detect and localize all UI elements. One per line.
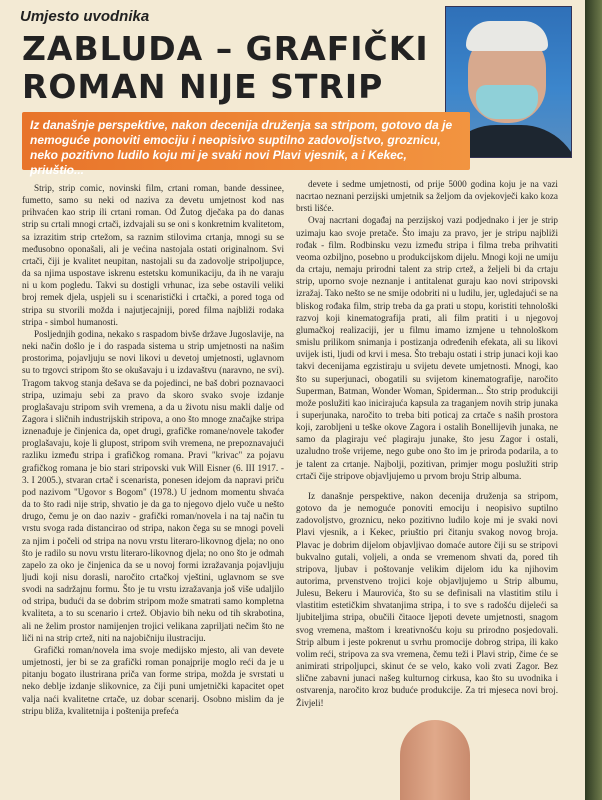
left-column: [22, 182, 284, 717]
photo-hair: [466, 21, 548, 51]
left-paragraph-1: Strip, strip comic, novinski film, crtani roman, bande dessinee, fumetto, samo su neki od naziva za devetu umjetnost kod nas prihvaćen kao strip ili crtani roman. Od Žutog dječaka pa do danas strip su crtali mnogi crtači, izdvajali su se oni s konkretnim kvalitetom, sa izrazitim strip crtežom, sa raznim stilovima crtanja, mnogi su se međusobno oponašali, ali je većina nastojala ostati originalnom. Svi crtači, čiji je kvalitet neupitan, nastojali su da zadovolje stripoljupce, da sa njima uspostave iskrenu estetsku komunikaciju, da ih ne varaju ni u kom pogledu. Takvi su dostigli vrhunac, iza sebe ostavili veliki broj remek djela, uspjeli su i scenaristički i crtački, a pored toga od stripa su stvorili možda i najutjecajniji, pored filma najbliži rodaka stripa - simbol humanosti.: [22, 183, 284, 327]
lead-banner: [22, 112, 470, 177]
right-column: [296, 178, 558, 709]
left-paragraph-3: Grafički roman/novela ima svoje medijsko mjesto, ali van devete umjetnosti, jer bi se za grafički roman ponajprije moglo reći da je u pitanju bogato ilustrirana priča van forme stripa, možda je svrstati u neko deblje izdanje slikovnice, za čiji puni umjetnički kapacitet opet valja naći kvalitetne crtače, uz dobar scenarij. Osobno mislim da je stripu bliža, kvalitetnija i poštenija prefeća: [22, 644, 284, 716]
headline-line-2: ROMAN NIJE STRIP: [22, 67, 384, 106]
lead-text: Iz današnje perspektive, nakon decenija druženja sa stripom, gotovo da je nemoguće ponoviti emociju i neopisivo suptilno zadovoljstvo, groznicu, neko pozitivno ludilo koju mi je svaki novi Plavi vjesnik, a i Kekec, priuštio...: [30, 118, 453, 177]
photo-face-mask: [476, 85, 538, 119]
headline: [22, 30, 442, 106]
right-paragraph-3: Iz današnje perspektive, nakon decenija druženja sa stripom, gotovo da je nemoguće ponoviti emociju i neopisivo suptilno zadovoljstvo, groznicu, neko pozitivno ludilo koje mi je svaki novi Plavi vjesnik, a i Kekec, priuštio pri čitanju svakog novog broja. Plavac je dobrim dijelom objavljivao domaće autore čiji su se stripovi bukvalno gutali, voljeli, a onda se vremenom shvati da, pored tih stripova, ljubav i poštovanje velikim dijelom idu ka njihovim autorima, prvenstveno trojici koje objavljujemo u Strip albumu, Julesu, Bekeru i Maurovića, što su se definisali na vlastitim stilu i vlastitim estetičkim shvatanjima stripa, i to sve s radošću dijeleći sa ljubiteljima stripa, obučili čitaoce ljepoti devete umjetnosti, snagom svog vremena, maštom i kreativnošću koju su prirodno posjedovali. Strip album i jeste pokrenut u svrhu promocije dobrog stripa, ili kako volim reći, stripova za sva vremena, čemu teži i Plavi strip, čime će se animirati stripoljupci, skinut će se velo, kako voli zvati Zagor. Bez slične zabavni junaci našeg kulturnog cirkusa, kao što su uvodnika i ostvarenja, naročito kroz buduće produkcije. Za tri mjeseca novi broj. Živjeli!: [296, 490, 558, 708]
right-paragraph-1: devete i sedme umjetnosti, od prije 5000 godina koju je na vazi nacrtao neznani perzijski umjetnik sa željom da ovjekovječi kako koza brsti lišće.: [296, 179, 558, 214]
left-paragraph-2: Posljednjih godina, nekako s raspadom bivše države Jugoslavije, na neki način došlo je i do raspada sistema u strip umjetnosti na našim prostorima, pojavljuju se novi likovi u devetoj umjetnosti, uglavnom su to trgovci stripom što se okušavaju i u izdavaštvu (naravno, ne svi). Tragom takvog stanja dešava se da pojedinci, ne baš dobri poznavaoci stripa, uzimaju sebi za pravo da skoro svako svoje izdanje proglašavaju stripom svih vremena, a da u životu nisu makli dalje od Zagora i sličnih industrijskih stripova, a ono što mnoge značajke stripa iznenađuje je činjenica da, opet drugi, grafičke romane/novele također proglašavaju, koje li glupost, stripom svih vremena, ne prepoznavajući razliku između stripa i grafičkog romana. Pravi "krivac" za pojavu grafičkog romana je bio stari stripovski vuk Will Eisner (6. III 1917. - 3. I 2005.), stvaran crtač i scenarista, ponesen idejom da napravi priču pod nazivom "Ugovor s Bogom" (1978.) U jednom momentu shvaća da to što radi nije strip, shvatio je da ga to njegovo djelo vuče u nešto drugo, čemu je on dao naziv - grafički roman/novela i na taj način tu vrstu svoga rada distancirao od stripa, nakon čega su se mnogi povelі za njim i počeli od stripa na novu vrstu literaro-likovnog djela; no ono što je radilo su novu vrstu literaro-likovnog djela; no ono što je odmah zapelo za oko je činjenica da se u novoj formi izražavanja pojavljuju ljudi koji nisu dorasli, naročito crtačkoj vještini, uglavnom se sve svodi na sadržajnu formu. Što je tu vrstu izražavanja još više udaljilo od stripa, budući da se dobrim stripom može smatrati samo kompletna kvaliteta, a to su scenario i crtež. Objavio bih neku od tih skrabotina, ali ne želim prostor namijenjen trojici velikana zapriljati nečim što ne liči ni na strip crtež, niti na najobičniju ilustraciju.: [22, 328, 284, 643]
page-edge: [585, 0, 602, 800]
finger-occlusion: [400, 720, 470, 800]
right-paragraph-2: Ovaj nacrtani događaj na perzijskoj vazi podjednako i jer je strip uzimaju kao svoje pretače. Što imaju za pravo, jer je stripu najbliži rođak - film. Rodbinsku vezu između stripa i filma treba prihvatiti veoma ozbiljno, posebno u produkcijskom dijelu. Mnogi koji ne umiju da crtaju, nemaju prirodni talent za strip crtež, a željeli bi da crtaju strip, uporno svoje neznanje i antitalenat guraju kao novi stripovski izražaj. Tako nešto se ne smije odobriti ni u ludilu, jer, uglеdajući se na bliskog rođaka film, strip treba da ga prati u stopu, koristiti tehnološki razvoj koji kinematografija prati, ali film pratiti i u njegovoj glumačkoj realizaciji, jer u filmu imamo izmjene u tehnološkom smislu prilikom snimanja i postizanja određenih efekata, ali su likovi uvijek isti, ljudi od krvi i mesa. Što trebaju ostati i strip junaci koji kao takvi decenijama egzistiraju u svijetu devete umjetnosti. Mnogi, kao što su superjunaci, obogatili su svijetom kinematografije, naročito Superman, Batman, Wonder Woman, Spiderman... Što strip produkciji može poslužiti kao inicirajuća kapsula za traganjem novih strip junaka i superjunaka, naročito to treba biti poticaj za crtače s naših prostora koji, zarobljeni u teške okove Zagora i ostalih Bonellijevih junaka, ne samo da plagiraju već plagiraju junake, što jesu Zagor i ostali, uzaludno troše vrijeme, nego gube ono što im je priroda podarila, a to je talent za crtanje. Najbolji, pozitivan, primjer mogu poslužiti strip crtači čije stripove objavljujemo u prvom broju Strip albuma.: [296, 215, 558, 481]
headline-line-1: ZABLUDA – GRAFIČKI: [22, 29, 429, 68]
section-kicker: Umjesto uvodnika: [20, 8, 150, 25]
